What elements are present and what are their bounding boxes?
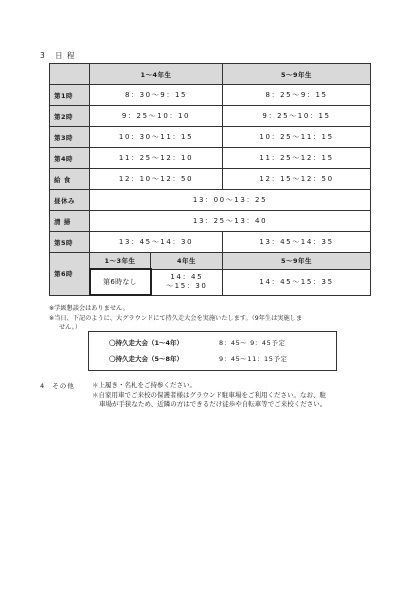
header-blank-cell: [50, 64, 90, 85]
period-label: 昼休み: [50, 190, 90, 211]
other-item: ＊自家用車でご来校の保護者様はグラウンド駐車場をご利用ください。なお、駐: [92, 390, 326, 399]
table-row: [50, 148, 371, 169]
table-row: [50, 211, 371, 232]
time-cell-5-9: 9：25～10：15: [223, 106, 371, 127]
note-text: ※当日、下記のように、大グラウンドにて持久走大会を実施いたします。（9年生は実施しま: [49, 314, 303, 322]
table-header-row: [50, 64, 371, 85]
time-cell-grade-4: [151, 269, 223, 295]
time-cell-5-9: 11：25～12：15: [223, 148, 371, 169]
time-cell-1-4: 10：30～11：15: [90, 127, 223, 148]
table-row-period-6: [50, 269, 371, 295]
table-row: [50, 190, 371, 211]
marathon-row: [109, 338, 286, 347]
table-row-period-6-subheader: [50, 253, 371, 270]
time-cell-1-4: 13：45～14：30: [90, 232, 223, 253]
marathon-label: 〇持久走大会（5～8年）: [109, 355, 184, 363]
subheader-grade-5-9: 5～9年生: [223, 253, 371, 270]
schedule-table: [49, 63, 371, 296]
time-cell-5-9: 12：15～12：50: [223, 169, 371, 190]
time-cell-1-4: 9：25～10：10: [90, 106, 223, 127]
marathon-time: 9：45～11：15予定: [219, 355, 288, 363]
time-cell-5-9: 10：25～11：15: [223, 127, 371, 148]
section-number: 4: [40, 382, 46, 390]
time-cell-grade-1-3: 第6時なし: [90, 269, 151, 295]
section-title: その他: [52, 382, 75, 390]
note-text: せん。）: [59, 324, 82, 331]
marathon-label: 〇持久走大会（1～4年）: [109, 339, 184, 347]
marathon-row: [109, 354, 288, 363]
note-text: ※学級懇談会はありません。: [49, 305, 129, 312]
notes-block: [49, 304, 377, 333]
table-row: [50, 106, 371, 127]
marathon-time: 8：45～ 9：45予定: [219, 339, 286, 347]
time-cell-all: 13：25～13：40: [90, 211, 371, 232]
table-row: [50, 127, 371, 148]
time-cell-5-9: 8：25～9：15: [223, 85, 371, 106]
section-4-heading: [40, 381, 75, 390]
time-end: ～15：30: [166, 282, 208, 290]
other-item: ＊上履き・名札をご持参ください。: [92, 381, 196, 389]
other-item-continued: 車場が手狭なため、近隣の方はできるだけ徒歩や自転車等でご来校ください。: [99, 400, 327, 408]
subheader-grade-4: 4年生: [151, 253, 223, 270]
period-label: 第6時: [50, 253, 90, 296]
header-grade-5-9: 5～9年生: [223, 64, 371, 85]
period-label: 第5時: [50, 232, 90, 253]
table-row: [50, 169, 371, 190]
period-label: 清 掃: [50, 211, 90, 232]
table-row: [50, 85, 371, 106]
period-label: 第1時: [50, 85, 90, 106]
header-grade-1-4: 1～4年生: [90, 64, 223, 85]
time-cell-1-4: 12：10～12：50: [90, 169, 223, 190]
marathon-schedule-box: [88, 331, 337, 371]
period-label: 給 食: [50, 169, 90, 190]
section-title: 日 程: [55, 51, 76, 60]
table-row: [50, 232, 371, 253]
section-number: 3: [40, 51, 46, 60]
period-label: 第4時: [50, 148, 90, 169]
time-cell-1-4: 11：25～12：10: [90, 148, 223, 169]
period-label: 第2時: [50, 106, 90, 127]
time-cell-all: 13：00～13：25: [90, 190, 371, 211]
time-cell-5-9: 13：45～14：35: [223, 232, 371, 253]
period-label: 第3時: [50, 127, 90, 148]
subheader-grade-1-3: 1～3年生: [90, 253, 151, 270]
time-cell-1-4: 8：30～9：15: [90, 85, 223, 106]
section-3-heading: [40, 50, 76, 61]
time-start: 14：45: [170, 273, 204, 281]
time-cell-grade-5-9: 14：45～15：35: [223, 269, 371, 295]
